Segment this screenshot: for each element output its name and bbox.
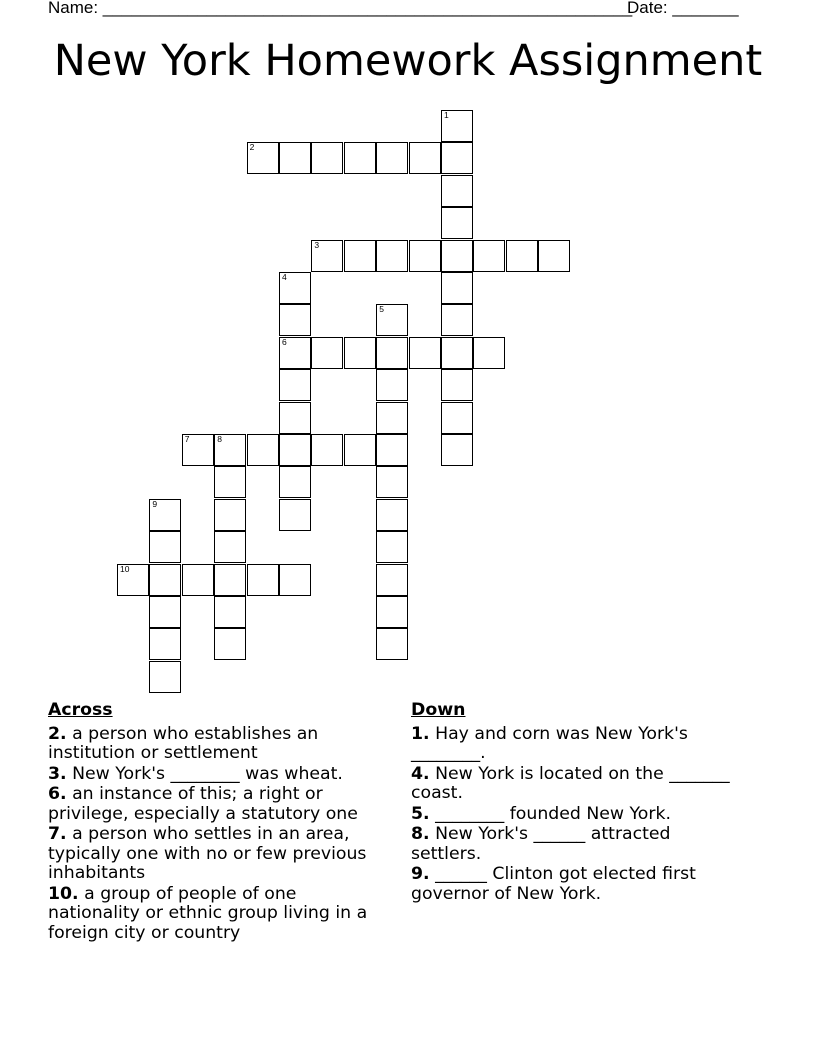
grid-cell[interactable]	[117, 564, 149, 596]
grid-cell[interactable]	[279, 272, 311, 304]
grid-cell[interactable]	[149, 499, 181, 531]
grid-cell[interactable]	[279, 466, 311, 498]
grid-cell[interactable]	[247, 142, 279, 174]
clue-number: 2	[249, 142, 255, 153]
clue-number: 7	[184, 434, 190, 444]
grid-cell[interactable]	[376, 240, 408, 272]
grid-cell[interactable]	[376, 434, 408, 466]
grid-cell[interactable]	[376, 369, 408, 401]
grid-cell[interactable]	[311, 240, 343, 272]
grid-cell[interactable]	[311, 434, 343, 466]
grid-cell[interactable]	[376, 304, 408, 336]
down-heading: Down	[411, 700, 466, 720]
grid-cell[interactable]	[344, 142, 376, 174]
grid-cell[interactable]	[279, 304, 311, 336]
clue-item-number: 4.	[411, 763, 430, 784]
grid-cell[interactable]	[279, 142, 311, 174]
grid-cell[interactable]	[441, 240, 473, 272]
clue-item	[411, 825, 731, 864]
across-heading: Across	[48, 700, 113, 720]
grid-cell[interactable]	[441, 110, 473, 142]
grid-cell[interactable]	[247, 434, 279, 466]
grid-cell[interactable]	[214, 466, 246, 498]
grid-cell[interactable]	[441, 337, 473, 369]
grid-cell[interactable]	[214, 564, 246, 596]
clue-item-number: 8.	[411, 824, 430, 844]
clue-item-number: 6.	[48, 784, 67, 804]
clue-item	[48, 765, 393, 785]
clue-number: 3	[314, 239, 320, 250]
page-title: New York Homework Assignment	[53, 36, 763, 86]
clue-item	[48, 885, 393, 944]
grid-cell[interactable]	[473, 240, 505, 272]
clue-item-text: a person who settles in an area, typically one with no or few previous inhabitants	[48, 824, 367, 883]
clue-item	[411, 865, 731, 904]
grid-cell[interactable]	[279, 402, 311, 434]
clue-item-text: ______ Clinton got elected first governor of New York.	[411, 864, 696, 904]
clue-number: 1	[444, 110, 449, 120]
name-field-label: Name: ________________________________________________________	[48, 0, 633, 17]
down-clue-list	[411, 725, 731, 905]
clue-item	[48, 825, 393, 884]
grid-cell[interactable]	[344, 240, 376, 272]
grid-cell[interactable]	[376, 466, 408, 498]
grid-cell[interactable]	[214, 628, 246, 660]
grid-cell[interactable]	[441, 272, 473, 304]
grid-cell[interactable]	[149, 628, 181, 660]
grid-cell[interactable]	[376, 596, 408, 628]
clue-number: 8	[217, 434, 222, 444]
grid-cell[interactable]	[279, 564, 311, 596]
clue-item-text: New York is located on the _______ coast.	[411, 763, 730, 803]
grid-cell[interactable]	[473, 337, 505, 369]
clue-item-text: Hay and corn was New York's ________.	[411, 723, 688, 763]
grid-cell[interactable]	[376, 628, 408, 660]
grid-cell[interactable]	[441, 402, 473, 434]
grid-cell[interactable]	[214, 499, 246, 531]
grid-cell[interactable]	[441, 434, 473, 466]
grid-cell[interactable]	[182, 564, 214, 596]
clue-item-number: 2.	[48, 723, 67, 744]
clue-item-number: 10.	[48, 883, 79, 904]
grid-cell[interactable]	[214, 596, 246, 628]
clue-item	[411, 805, 731, 825]
grid-cell[interactable]	[376, 402, 408, 434]
clue-number: 6	[282, 336, 287, 347]
clue-item-text: ________ founded New York.	[429, 803, 671, 824]
clue-item-number: 5.	[411, 803, 430, 824]
clue-number: 5	[379, 304, 384, 315]
clue-number: 9	[152, 498, 158, 509]
grid-cell[interactable]	[441, 142, 473, 174]
grid-cell[interactable]	[182, 434, 214, 466]
date-field-label: Date: _______	[627, 0, 739, 17]
grid-cell[interactable]	[279, 369, 311, 401]
clue-item-number: 1.	[411, 723, 430, 744]
clue-item-text: a group of people of one nationality or ethnic group living in a foreign city or country	[48, 883, 368, 943]
clue-item-number: 7.	[48, 824, 67, 844]
grid-cell[interactable]	[311, 337, 343, 369]
grid-cell[interactable]	[214, 434, 246, 466]
grid-cell[interactable]	[149, 596, 181, 628]
grid-cell[interactable]	[247, 564, 279, 596]
grid-cell[interactable]	[441, 304, 473, 336]
grid-cell[interactable]	[376, 531, 408, 563]
grid-cell[interactable]	[279, 499, 311, 531]
grid-cell[interactable]	[344, 337, 376, 369]
grid-cell[interactable]	[279, 337, 311, 369]
grid-cell[interactable]	[279, 434, 311, 466]
grid-cell[interactable]	[409, 240, 441, 272]
grid-cell[interactable]	[376, 337, 408, 369]
grid-cell[interactable]	[376, 564, 408, 596]
grid-cell[interactable]	[409, 142, 441, 174]
clue-item-text: a person who establishes an institution or settlement	[48, 723, 319, 763]
grid-cell[interactable]	[409, 337, 441, 369]
clue-item	[411, 725, 731, 764]
clue-item	[411, 765, 731, 804]
clue-item	[48, 725, 393, 764]
clue-item-text: an instance of this; a right or privilege, especially a statutory one	[48, 784, 358, 824]
grid-cell[interactable]	[149, 564, 181, 596]
down-clues	[411, 701, 731, 905]
clue-item-text: New York's ______ attracted settlers.	[411, 824, 671, 864]
grid-cell[interactable]	[149, 661, 181, 693]
clue-item-number: 3.	[48, 763, 67, 784]
across-clues	[48, 701, 393, 944]
grid-cell[interactable]	[441, 207, 473, 239]
clue-item-text: New York's ________ was wheat.	[66, 763, 343, 784]
clue-number: 10	[120, 563, 130, 574]
grid-cell[interactable]	[506, 240, 538, 272]
grid-cell[interactable]	[344, 434, 376, 466]
grid-cell[interactable]	[311, 142, 343, 174]
across-clue-list	[48, 725, 393, 944]
grid-cell[interactable]	[538, 240, 570, 272]
grid-cell[interactable]	[376, 499, 408, 531]
grid-cell[interactable]	[214, 531, 246, 563]
clue-item-number: 9.	[411, 864, 430, 884]
grid-cell[interactable]	[441, 369, 473, 401]
grid-cell[interactable]	[376, 142, 408, 174]
clue-item	[48, 785, 393, 824]
grid-cell[interactable]	[441, 175, 473, 207]
grid-cell[interactable]	[149, 531, 181, 563]
clue-number: 4	[282, 272, 287, 282]
